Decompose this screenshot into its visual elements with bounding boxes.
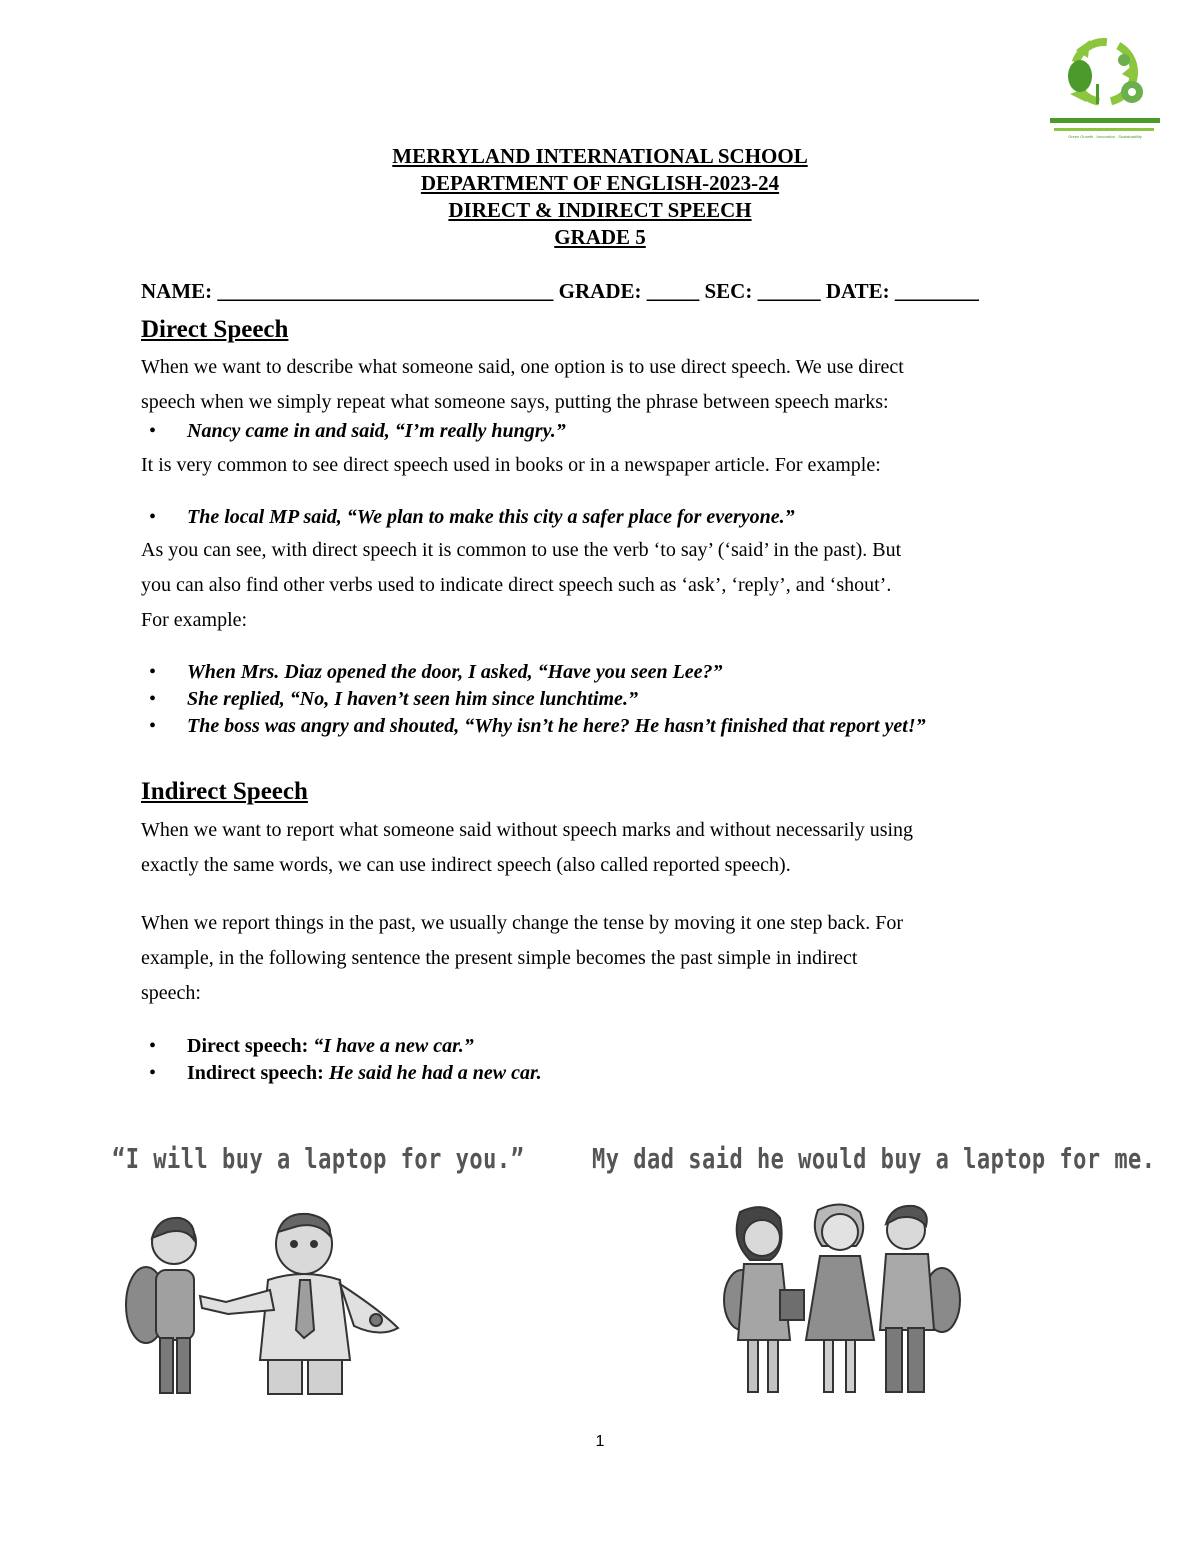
right-illustration-caption: My dad said he would buy a laptop for me.: [592, 1144, 1156, 1176]
indirect-speech-example: He said he had a new car.: [328, 1062, 542, 1084]
left-illustration-caption: “I will buy a laptop for you.”: [112, 1144, 525, 1176]
direct-speech-intro: When we want to describe what someone said, one option is to use direct speech. We use direct speech when we simply repeat what someone says, putting the phrase between speech marks:: [141, 356, 904, 413]
document-header: [0, 143, 1200, 251]
direct-speech-label: Direct speech:: [187, 1035, 309, 1057]
indirect-speech-label: Indirect speech:: [187, 1062, 324, 1084]
page-number: 1: [595, 1433, 605, 1450]
svg-text:Green Growth . Innovation . Su: Green Growth . Innovation . Sustainability: [1068, 134, 1142, 139]
direct-speech-heading: Direct Speech: [141, 316, 289, 343]
direct-example-list-2: [141, 504, 1041, 531]
list-item: • She replied, “No, I haven’t seen him since lunchtime.”: [141, 686, 1021, 713]
direct-example-list-3: [141, 659, 1021, 740]
direct-speech-para3: As you can see, with direct speech it is common to use the verb ‘to say’ (‘said’ in the past). But you can also find other verbs used to indicate direct speech such as ‘ask’, ‘reply’, and ‘shout’. For example:: [141, 539, 902, 631]
direct-example-list-1: [141, 418, 1041, 445]
children-group-illustration-icon: [710, 1200, 970, 1395]
list-item: • Nancy came in and said, “I’m really hungry.”: [141, 418, 1041, 445]
direct-speech-para2: It is very common to see direct speech used in books or in a newspaper article. For example:: [141, 454, 881, 476]
list-item: • The boss was angry and shouted, “Why isn’t he here? He hasn’t finished that report yet!”: [141, 713, 1021, 740]
indirect-speech-heading: Indirect Speech: [141, 778, 308, 805]
direct-speech-example: “I have a new car.”: [313, 1035, 474, 1057]
grade-label: GRADE 5: [554, 225, 646, 249]
list-item: • The local MP said, “We plan to make this city a safer place for everyone.”: [141, 504, 1041, 531]
school-name: MERRYLAND INTERNATIONAL SCHOOL: [392, 144, 808, 168]
list-item: [141, 1060, 1041, 1087]
list-item: [141, 1033, 1041, 1060]
worksheet-topic: DIRECT & INDIRECT SPEECH: [448, 198, 752, 222]
indirect-speech-intro: When we want to report what someone said without speech marks and without necessarily using exactly the same words, we can use indirect speech (also called reported speech).: [141, 819, 914, 876]
tense-example-list: [141, 1033, 1041, 1087]
school-logo-icon: [1046, 30, 1164, 140]
department-name: DEPARTMENT OF ENGLISH-2023-24: [420, 171, 780, 195]
list-item: • When Mrs. Diaz opened the door, I asked, “Have you seen Lee?”: [141, 659, 1021, 686]
father-and-son-illustration-icon: [118, 1210, 428, 1395]
student-info-row: NAME: ________________________________ GRADE: _____ SEC: ______ DATE: ________: [141, 279, 979, 303]
indirect-speech-para2: When we report things in the past, we usually change the tense by moving it one step back. For example, in the following sentence the present simple becomes the past simple in indirect speech:: [141, 912, 904, 1004]
